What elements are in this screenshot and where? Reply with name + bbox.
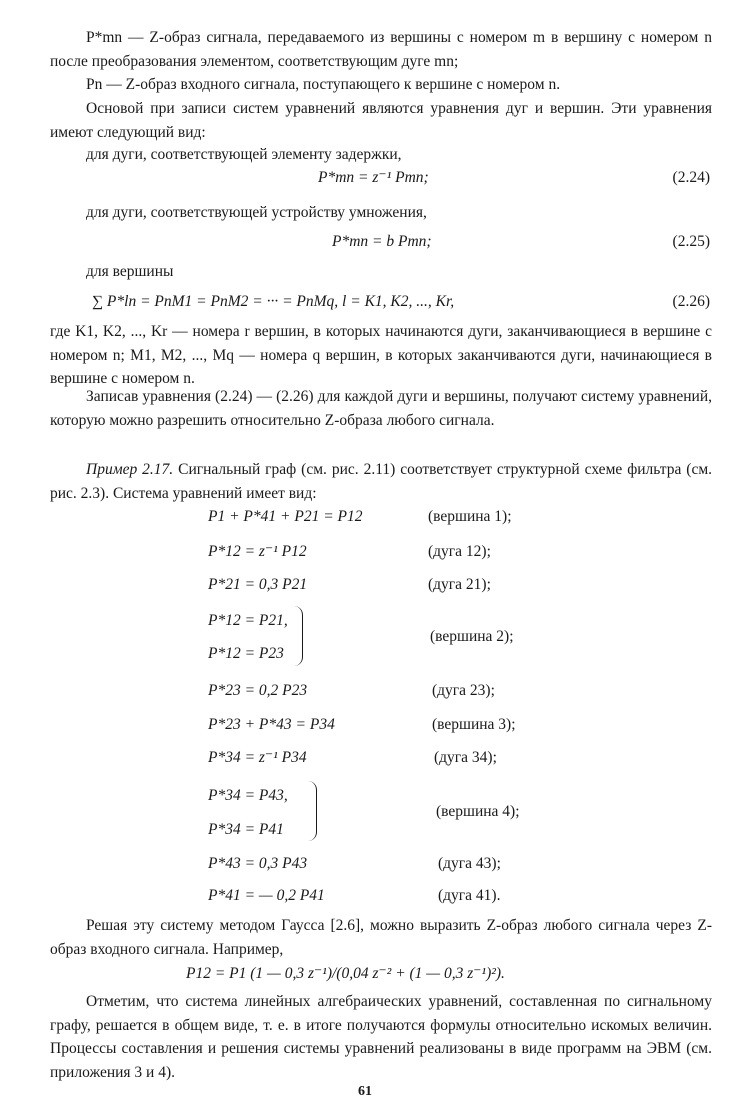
equation-number: (2.25)	[672, 233, 710, 250]
paragraph-conclusion: Отметим, что система линейных алгебраических уравнений, составленная по сигнальному графу, решается в общем виде, т. е. в итоге получаются формулы относительно искомых величин. Процессы составления и решения системы уравнений реализованы в виде программ на ЭВМ (см. приложения 3 и 4).	[50, 993, 712, 1081]
paragraph-notation: где K1, K2, ..., Kr — номера r вершин, в которых начинаются дуги, заканчивающиеся в вершине с номером n; M1, M2, ..., Mq — номера q вершин, в которых заканчиваются дуги, начинающиеся в вершине с номером n.	[50, 323, 712, 387]
system-note: (дуга 23);	[432, 682, 495, 699]
system-equation: P1 + P*41 + P21 = P12	[208, 508, 363, 525]
system-equation: P*43 = 0,3 P43	[208, 855, 308, 872]
paragraph-pmn-definition: P*mn — Z-образ сигнала, передаваемого из вершины с номером m в вершину с номером n после преобразования элементом, соответствующим дуге mn;	[50, 29, 712, 70]
example-text: Сигнальный граф (см. рис. 2.11) соответствует структурной схеме фильтра (см. рис. 2.3). Система уравнений имеет вид:	[50, 461, 713, 502]
system-equation: P*23 + P*43 = P34	[208, 716, 335, 733]
label-delay-arc: для дуги, соответствующей элементу задержки,	[86, 146, 402, 163]
system-note: (дуга 12);	[428, 543, 491, 560]
label-vertex: для вершины	[86, 263, 174, 280]
paragraph-pn-definition: Pn — Z-образ входного сигнала, поступающего к вершине с номером n.	[86, 76, 561, 93]
paragraph-system: Записав уравнения (2.24) — (2.26) для каждой дуги и вершины, получают систему уравнений, которую можно разрешить относительно Z-образа любого сигнала.	[50, 388, 712, 429]
system-equation: P*41 = — 0,2 P41	[208, 887, 325, 904]
brace	[308, 781, 317, 841]
system-note: (дуга 43);	[438, 855, 501, 872]
system-equation: P*34 = z⁻¹ P34	[208, 749, 307, 766]
system-note: (вершина 2);	[430, 628, 514, 645]
system-equation: P*34 = P43,	[208, 787, 288, 804]
system-note: (вершина 4);	[436, 803, 520, 820]
system-note: (дуга 41).	[438, 887, 501, 904]
system-equation: P*12 = P23	[208, 645, 284, 662]
example-2-17	[50, 458, 712, 505]
system-note: (дуга 21);	[428, 576, 491, 593]
brace	[294, 606, 303, 666]
system-equation: P*21 = 0,3 P21	[208, 576, 308, 593]
system-equation: P*23 = 0,2 P23	[208, 682, 308, 699]
label-multiplier-arc: для дуги, соответствующей устройству умножения,	[86, 204, 427, 221]
book-page: P*mn — Z-образ сигнала, передаваемого из вершины с номером m в вершину с номером n после преобразования элементом, соответствующим дуге mn; Pn — Z-образ входного сигнала, поступающего к вершине с номером n. Основой при записи систем уравнений являются уравнения дуг и вершин. Эти уравнения имеют следующий вид: для дуги, соответствующей элементу задержки, P*mn = z⁻¹ Pmn; (2.24) для дуги, соответствующей устройству умножения, P*mn = b Pmn; (2.25) для вершины ∑ P*ln = PnM1 = PnM2 = ··· = PnMq, l = K1, K2, ..., Kr, (2.26) где K1, K2, ..., Kr — номера r вершин, в которых начинаются дуги, заканчивающиеся в вершине с номером n; M1, M2, ..., Mq — номера q вершин, в которых заканчиваются дуги, начинающиеся в вершине с номером n. Записав уравнения (2.24) — (2.26) для каждой дуги и вершины, получают систему уравнений, которую можно разрешить относительно Z-образа любого сигнала. Пример 2.17. Сигнальный граф (см. рис. 2.11) соответствует структурной схеме фильтра (см. рис. 2.3). Система уравнений имеет вид: P1 + P*41 + P21 = P12 (вершина 1); P*12 = z⁻¹ P12 (дуга 12); P*21 = 0,3 P21 (дуга 21); P*12 = P21, P*12 = P23 (вершина 2); P*23 = 0,2 P23 (дуга 23); P*23 + P*43 = P34 (вершина 3); P*34 = z⁻¹ P34 (дуга 34); P*34 = P43, P*34 = P41 (вершина 4); P*43 = 0,3 P43 (дуга 43); P*41 = — 0,2 P41 (дуга 41). Решая эту систему методом Гаусса [2.6], можно выразить Z-образ любого сигнала через Z-образ входного сигнала. Например, P12 = P1 (1 — 0,3 z⁻¹)/(0,04 z⁻² + (1 — 0,3 z⁻¹)²). Отметим, что система линейных алгебраических уравнений, составленная по сигнальному графу, решается в общем виде, т. е. в итоге получаются формулы относительно искомых величин. Процессы составления и решения системы уравнений реализованы в виде программ на ЭВМ (см. приложения 3 и 4). 61	[0, 0, 730, 1098]
paragraph-equations-intro: Основой при записи систем уравнений являются уравнения дуг и вершин. Эти уравнения имеют следующий вид:	[50, 100, 712, 141]
equation-number: (2.24)	[672, 169, 710, 186]
page-number: 61	[358, 1084, 372, 1099]
equation-number: (2.26)	[672, 293, 710, 310]
example-title: Пример 2.17.	[86, 461, 174, 478]
system-equation: P*34 = P41	[208, 821, 284, 838]
system-note: (вершина 3);	[432, 716, 516, 733]
system-equation: P*12 = P21,	[208, 612, 288, 629]
system-note: (дуга 34);	[434, 749, 497, 766]
system-equation: P*12 = z⁻¹ P12	[208, 543, 307, 560]
paragraph-gauss: Решая эту систему методом Гаусса [2.6], можно выразить Z-образ любого сигнала через Z-образ входного сигнала. Например,	[50, 917, 712, 958]
system-note: (вершина 1);	[428, 508, 512, 525]
